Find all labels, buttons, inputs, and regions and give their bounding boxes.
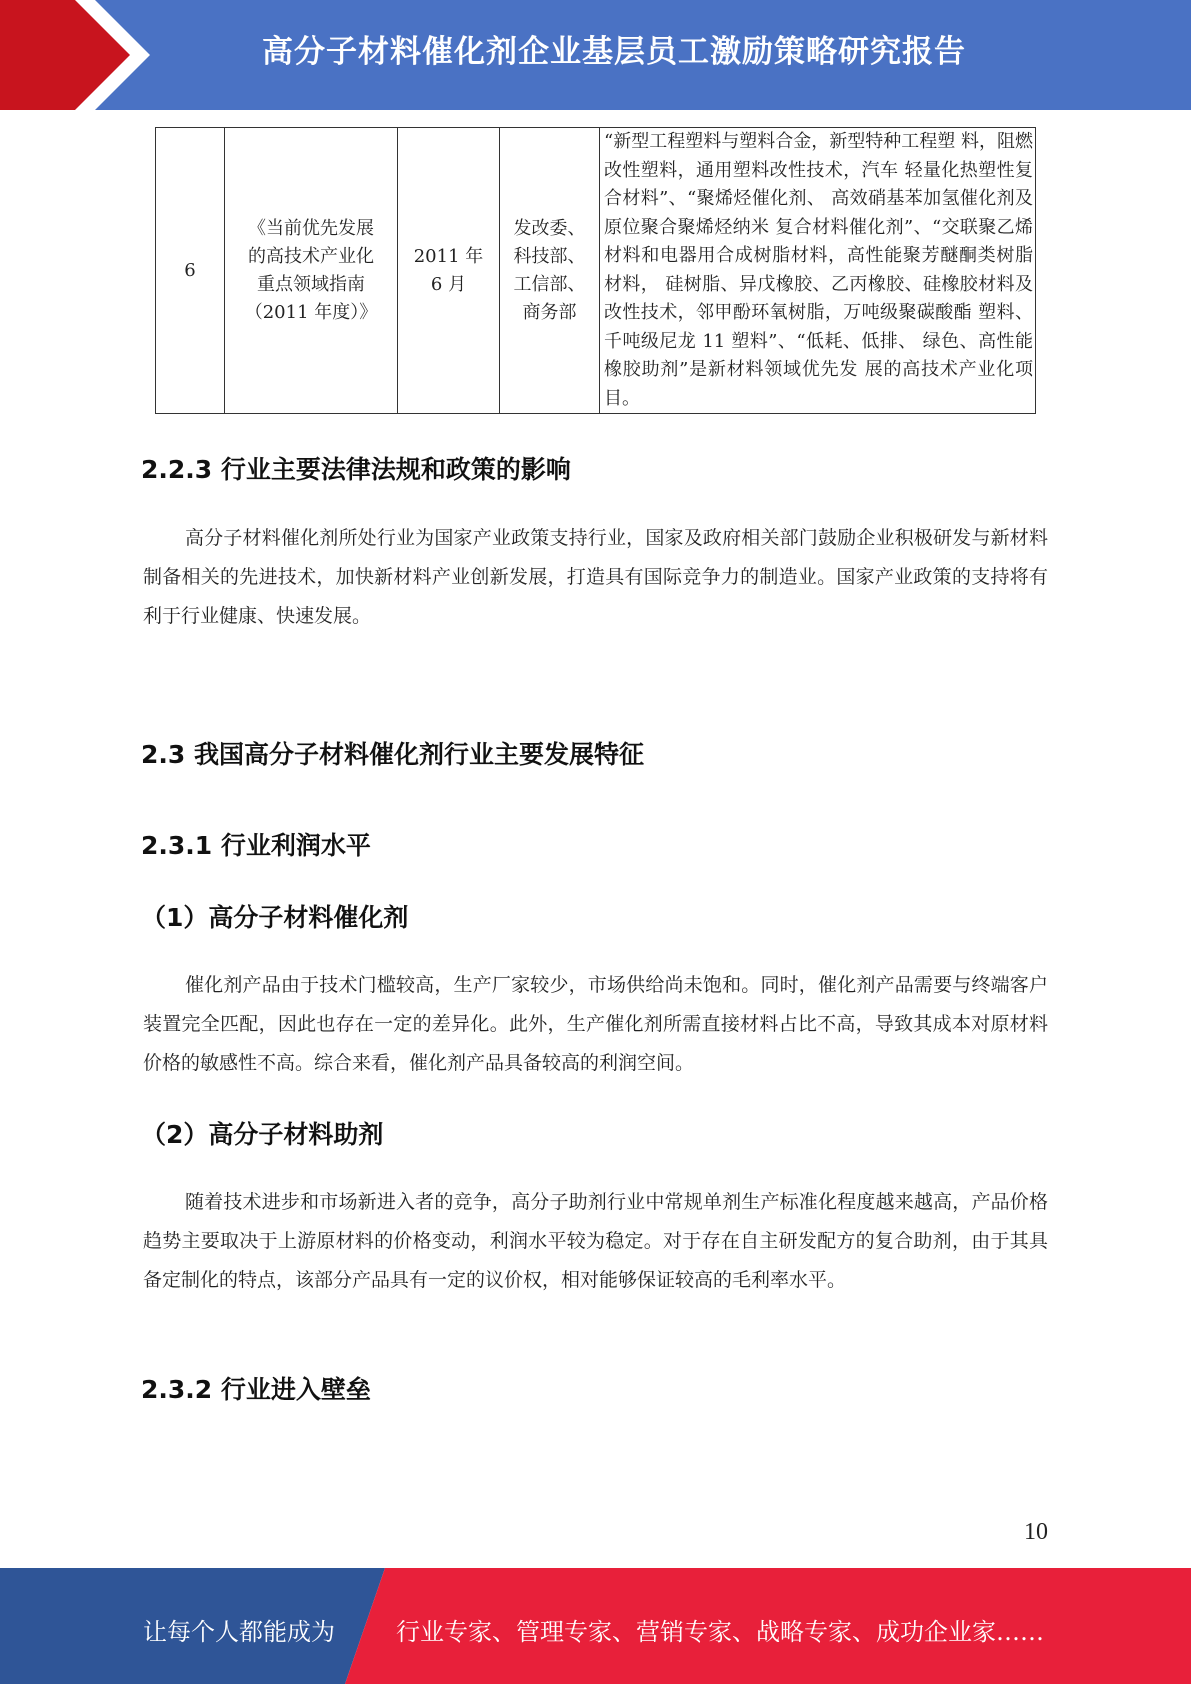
issue-date-cell	[398, 128, 500, 414]
department-cell	[500, 128, 600, 414]
paragraph-catalyst: 催化剂产品由于技术门槛较高，生产厂家较少，市场供给尚未饱和。同时，催化剂产品需要与终端客户装置完全匹配，因此也存在一定的差异化。此外，生产催化剂所需直接材料占比不高，导致其成本对原材料价格的敏感性不高。综合来看，催化剂产品具备较高的利润空间。	[143, 974, 1048, 1074]
subheading-additive: （2）高分子材料助剂	[141, 1120, 384, 1149]
footer-slogan-left: 让每个人都能成为	[143, 1618, 335, 1646]
policy-name-cell	[225, 128, 398, 414]
page-number: 10	[1024, 1519, 1048, 1545]
page-footer	[0, 1568, 1191, 1684]
department-line: 商务部	[522, 301, 577, 323]
table-row	[156, 128, 1036, 414]
subheading-catalyst: （1）高分子材料催化剂	[141, 903, 409, 932]
policy-table	[155, 127, 1036, 414]
footer-slogan-right: 行业专家、管理专家、营销专家、战略专家、成功企业家……	[396, 1618, 1044, 1646]
section-heading-2-2-3: 2.2.3 行业主要法律法规和政策的影响	[141, 455, 571, 484]
department-line: 科技部、	[513, 245, 586, 267]
row-number: 6	[156, 128, 225, 414]
report-title: 高分子材料催化剂企业基层员工激励策略研究报告	[262, 34, 966, 70]
policy-name-line: 《当前优先发展	[248, 217, 374, 239]
header-arrow-decoration	[0, 0, 160, 110]
issue-date-line: 6 月	[430, 273, 467, 295]
paragraph-2-2-3: 高分子材料催化剂所处行业为国家产业政策支持行业，国家及政府相关部门鼓励企业积极研发与新材料制备相关的先进技术，加快新材料产业创新发展，打造具有国际竞争力的制造业。国家产业政策的支持将有利于行业健康、快速发展。	[143, 527, 1048, 627]
department-line: 工信部、	[513, 273, 586, 295]
paragraph-additive: 随着技术进步和市场新进入者的竞争，高分子助剂行业中常规单剂生产标准化程度越来越高，产品价格趋势主要取决于上游原材料的价格变动，利润水平较为稳定。对于存在自主研发配方的复合助剂，由于其具备定制化的特点，该部分产品具有一定的议价权，相对能够保证较高的毛利率水平。	[143, 1191, 1048, 1291]
policy-content-cell: “新型工程塑料与塑料合金，新型特种工程塑 料，阻燃改性塑料，通用塑料改性技术，汽车 轻量化热塑性复合材料”、“聚烯烃催化剂、 高效硝基苯加氢催化剂及原位聚合聚烯烃纳米 复合材料催化剂”、“交联聚乙烯材料和电器用合成树脂材料，高性能聚芳醚酮类树脂材料， 硅树脂、异戊橡胶、乙丙橡胶、硅橡胶材料及 改性技术，邻甲酚环氧树脂，万吨级聚碳酸酯 塑料、千吨级尼龙 11 塑料”、“低耗、低排、 绿色、高性能橡胶助剂”是新材料领域优先发 展的高技术产业化项目。	[600, 128, 1036, 414]
policy-name-line: 重点领域指南	[257, 273, 365, 295]
policy-name-line: 的高技术产业化	[248, 245, 374, 267]
issue-date-line: 2011 年	[413, 245, 484, 267]
section-heading-2-3-1: 2.3.1 行业利润水平	[141, 831, 371, 860]
policy-name-line: （2011 年度）》	[244, 301, 378, 323]
section-heading-2-3: 2.3 我国高分子材料催化剂行业主要发展特征	[141, 740, 644, 769]
department-line: 发改委、	[513, 217, 586, 239]
page-header	[0, 0, 1191, 110]
section-heading-2-3-2: 2.3.2 行业进入壁垒	[141, 1375, 371, 1404]
